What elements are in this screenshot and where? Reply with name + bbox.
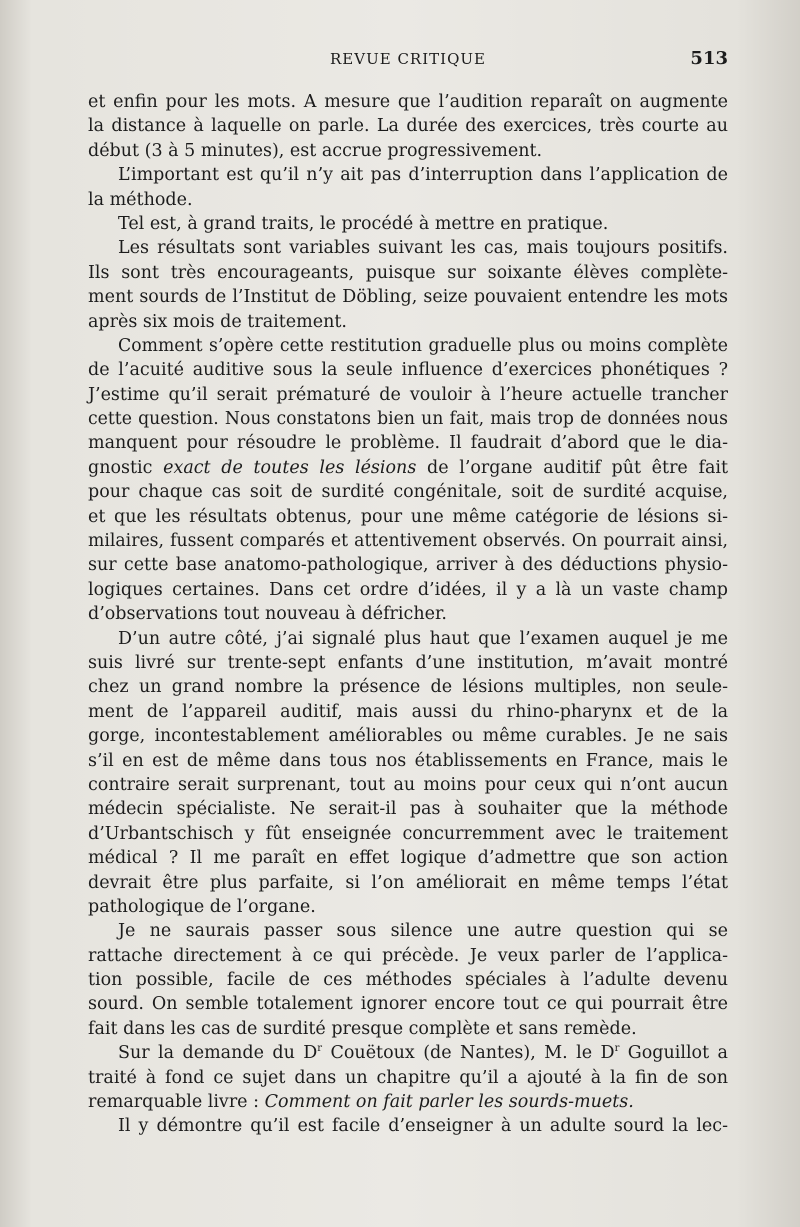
text-line: Comment s’opère cette restitution graduelle plus ou moins complète <box>118 335 728 356</box>
text-segment: Goguillot a <box>619 1043 728 1064</box>
text-line: d’observations tout nouveau à défricher. <box>88 604 447 625</box>
superscript: r <box>614 1043 620 1055</box>
text-line: rattache directement à ce qui précède. Je veux parler de l’applica- <box>88 945 728 966</box>
text-line: D’un autre côté, j’ai signalé plus haut que l’examen auquel je me <box>118 628 728 649</box>
text-line: logiques certaines. Dans cet ordre d’idées, il y a là un vaste champ <box>88 579 728 600</box>
text-line: la distance à laquelle on parle. La durée des exercices, très courte au <box>88 116 728 137</box>
text-line: L’important est qu’il n’y ait pas d’interruption dans l’application de <box>118 165 728 186</box>
superscript: r <box>317 1043 323 1055</box>
text-line: ment sourds de l’Institut de Döbling, seize pouvaient entendre les mots <box>88 287 728 308</box>
page-header <box>88 50 728 76</box>
text-line <box>88 1041 728 1065</box>
text-segment: de l’organe auditif pût être fait <box>416 457 729 478</box>
text-line: J’estime qu’il serait prématuré de vouloir à l’heure actuelle trancher <box>88 384 728 405</box>
text-line: Tel est, à grand traits, le procédé à mettre en pratique. <box>118 213 609 234</box>
text-segment: remarquable livre : <box>88 1092 265 1113</box>
text-line: d’Urbantschisch y fût enseignée concurremment avec le traitement <box>88 823 728 844</box>
text-line: fait dans les cas de surdité presque complète et sans remède. <box>88 1018 637 1039</box>
text-line: Je ne saurais passer sous silence une autre question qui se <box>118 921 728 942</box>
text-line: s’il en est de même dans tous nos établissements en France, mais le <box>88 750 728 771</box>
text-line: médecin spécialiste. Ne serait-il pas à souhaiter que la méthode <box>88 799 728 820</box>
text-line: sourd. On semble totalement ignorer encore tout ce qui pourrait être <box>88 994 728 1015</box>
text-line: contraire serait surprenant, tout au moins pour ceux qui n’ont aucun <box>88 774 728 795</box>
text-line: pathologique de l’organe. <box>88 896 316 917</box>
text-line: et enfin pour les mots. A mesure que l’audition reparaît on augmente <box>88 92 728 112</box>
text-line: chez un grand nombre la présence de lésions multiples, non seule- <box>88 677 728 698</box>
text-line: pour chaque cas soit de surdité congénitale, soit de surdité acquise, <box>88 482 728 503</box>
text-segment: Sur la demande du D <box>118 1043 318 1064</box>
text-line: ment de l’appareil auditif, mais aussi du rhino-pharynx et de la <box>88 701 728 722</box>
text-line: après six mois de traitement. <box>88 311 347 332</box>
text-line <box>88 456 728 480</box>
text-line: suis livré sur trente-sept enfants d’une institution, m’avait montré <box>88 652 728 673</box>
body-text <box>88 90 728 1139</box>
text-line: médical ? Il me paraît en effet logique d’admettre que son action <box>88 848 728 869</box>
text-line: Les résultats sont variables suivant les cas, mais toujours positifs. <box>118 238 728 259</box>
text-line: Ils sont très encourageants, puisque sur soixante élèves complète- <box>88 262 728 283</box>
text-line: traité à fond ce sujet dans un chapitre qu’il a ajouté à la fin de son <box>88 1067 728 1088</box>
text-line: gorge, incontestablement améliorables ou même curables. Je ne sais <box>88 726 728 747</box>
text-line: la méthode. <box>88 189 193 210</box>
text-line: cette question. Nous constatons bien un fait, mais trop de données nous <box>88 409 728 430</box>
text-line: sur cette base anatomo-pathologique, arriver à des déductions physio- <box>88 555 728 576</box>
page-number: 513 <box>690 48 728 69</box>
text-segment: gnostic <box>88 457 164 478</box>
text-line: et que les résultats obtenus, pour une même catégorie de lésions si- <box>88 506 728 527</box>
text-line: Il y démontre qu’il est facile d’enseigner à un adulte sourd la lec- <box>118 1116 728 1137</box>
text-line: début (3 à 5 minutes), est accrue progressivement. <box>88 140 543 161</box>
italic-phrase: exact de toutes les lésions <box>163 457 417 478</box>
italic-book-title: Comment on fait parler les sourds-muets. <box>264 1092 634 1113</box>
text-line: milaires, fussent comparés et attentivement observés. On pourrait ainsi, <box>88 531 728 552</box>
text-line: tion possible, facile de ces méthodes spéciales à l’adulte devenu <box>88 970 728 991</box>
running-head: REVUE CRITIQUE <box>330 50 486 68</box>
text-line: manquent pour résoudre le problème. Il faudrait d’abord que le dia- <box>88 433 728 454</box>
text-segment: Couëtoux (de Nantes), M. le D <box>322 1043 615 1064</box>
text-line: de l’acuité auditive sous la seule influence d’exercices phonétiques ? <box>88 360 728 381</box>
text-line <box>88 1090 728 1114</box>
text-line: devrait être plus parfaite, si l’on améliorait en même temps l’état <box>88 872 728 893</box>
